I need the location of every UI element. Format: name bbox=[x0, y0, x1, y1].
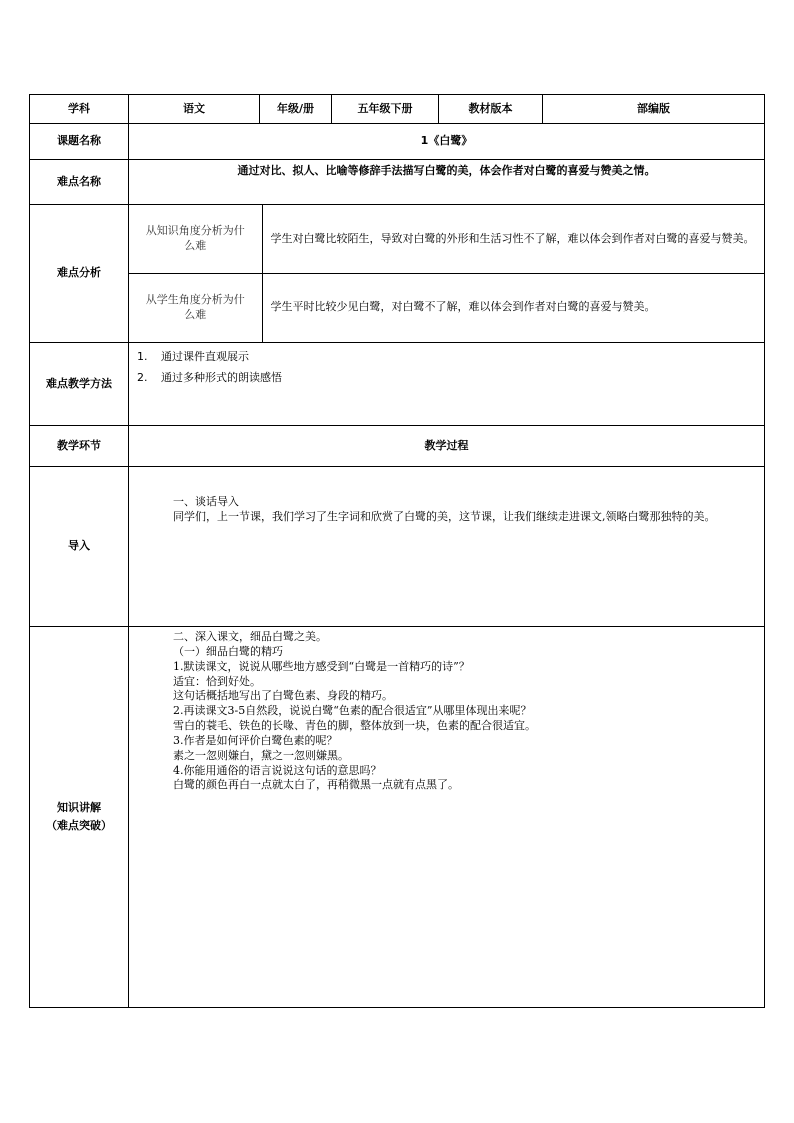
knowledge-row bbox=[30, 627, 765, 1008]
method-item-text: 通过多种形式的朗读感悟 bbox=[161, 371, 282, 384]
knowledge-line: 1.默读课文，说说从哪些地方感受到“白鹭是一首精巧的诗”？ bbox=[173, 659, 470, 673]
knowledge-line: 雪白的蓑毛、铁色的长喙、青色的脚，整体放到一块，色素的配合很适宜。 bbox=[173, 719, 536, 733]
grade-value: 五年级下册 bbox=[332, 95, 439, 124]
header-row bbox=[30, 95, 765, 124]
edition-value: 部编版 bbox=[543, 95, 765, 124]
student-angle-label: 从学生角度分析为什么难 bbox=[129, 273, 262, 342]
teaching-methods-list bbox=[129, 343, 765, 426]
teaching-methods-label: 难点教学方法 bbox=[30, 343, 129, 426]
knowledge-angle-text: 学生对白鹭比较陌生，导致对白鹭的外形和生活习性不了解，难以体会到作者对白鹭的喜爱与赞美。 bbox=[262, 205, 764, 273]
knowledge-line: 适宜：恰到好处。 bbox=[173, 674, 261, 688]
edition-label: 教材版本 bbox=[439, 95, 543, 124]
method-item-number: 2. bbox=[137, 371, 148, 384]
knowledge-line: 4.你能用通俗的语言说说这句话的意思吗？ bbox=[173, 763, 382, 777]
teaching-stage-label: 教学环节 bbox=[30, 426, 129, 467]
lesson-name-value: 1《白鹭》 bbox=[129, 124, 765, 160]
method-item bbox=[137, 346, 758, 367]
knowledge-label bbox=[30, 627, 129, 1008]
knowledge-label-line1: 知识讲解 bbox=[57, 801, 101, 815]
intro-row bbox=[30, 467, 765, 627]
process-header-row bbox=[30, 426, 765, 467]
method-item-number: 1. bbox=[137, 350, 148, 363]
intro-heading: 一、谈话导入 bbox=[173, 495, 239, 508]
subject-label: 学科 bbox=[30, 95, 129, 124]
difficulty-name-row bbox=[30, 160, 765, 205]
knowledge-line: 3.作者是如何评价白鹭色素的呢？ bbox=[173, 733, 338, 747]
method-item-text: 通过课件直观展示 bbox=[161, 350, 249, 363]
student-angle-text: 学生平时比较少见白鹭，对白鹭不了解，难以体会到作者对白鹭的喜爱与赞美。 bbox=[270, 300, 656, 314]
knowledge-line: 二、深入课文，细品白鹭之美。 bbox=[173, 630, 327, 643]
difficulty-analysis-label: 难点分析 bbox=[30, 205, 129, 343]
knowledge-line: （一）细品白鹭的精巧 bbox=[173, 644, 283, 658]
difficulty-name-label: 难点名称 bbox=[30, 160, 129, 205]
subject-value: 语文 bbox=[129, 95, 260, 124]
lesson-name-label: 课题名称 bbox=[30, 124, 129, 160]
knowledge-label-line2: （难点突破） bbox=[46, 819, 112, 832]
lesson-name-row bbox=[30, 124, 765, 160]
knowledge-line: 2.再读课文3-5自然段，说说白鹭“色素的配合很适宜”从哪里体现出来呢？ bbox=[173, 704, 532, 718]
intro-content bbox=[129, 467, 765, 627]
lesson-plan-table bbox=[29, 94, 765, 1008]
difficulty-name-value: 通过对比、拟人、比喻等修辞手法描写白鹭的美，体会作者对白鹭的喜爱与赞美之情。 bbox=[129, 160, 765, 205]
knowledge-content bbox=[129, 627, 765, 1008]
analysis-subtable bbox=[129, 205, 764, 342]
difficulty-analysis-row bbox=[30, 205, 765, 343]
teaching-process-label: 教学过程 bbox=[129, 426, 765, 467]
knowledge-angle-label: 从知识角度分析为什么难 bbox=[129, 205, 262, 273]
intro-label: 导入 bbox=[30, 467, 129, 627]
method-item bbox=[137, 367, 758, 388]
knowledge-line: 素之一忽则嫌白，黛之一忽则嫌黑。 bbox=[173, 748, 349, 762]
knowledge-line: 白鹭的颜色再白一点就太白了，再稍微黑一点就有点黑了。 bbox=[173, 778, 459, 792]
knowledge-line: 这句话概括地写出了白鹭色素、身段的精巧。 bbox=[173, 689, 393, 703]
intro-paragraph: 同学们，上一节课，我们学习了生字词和欣赏了白鹭的美，这节课，让我们继续走进课文,领略白鹭那独特的美。 bbox=[173, 509, 716, 523]
grade-label: 年级/册 bbox=[260, 95, 332, 124]
teaching-methods-row bbox=[30, 343, 765, 426]
